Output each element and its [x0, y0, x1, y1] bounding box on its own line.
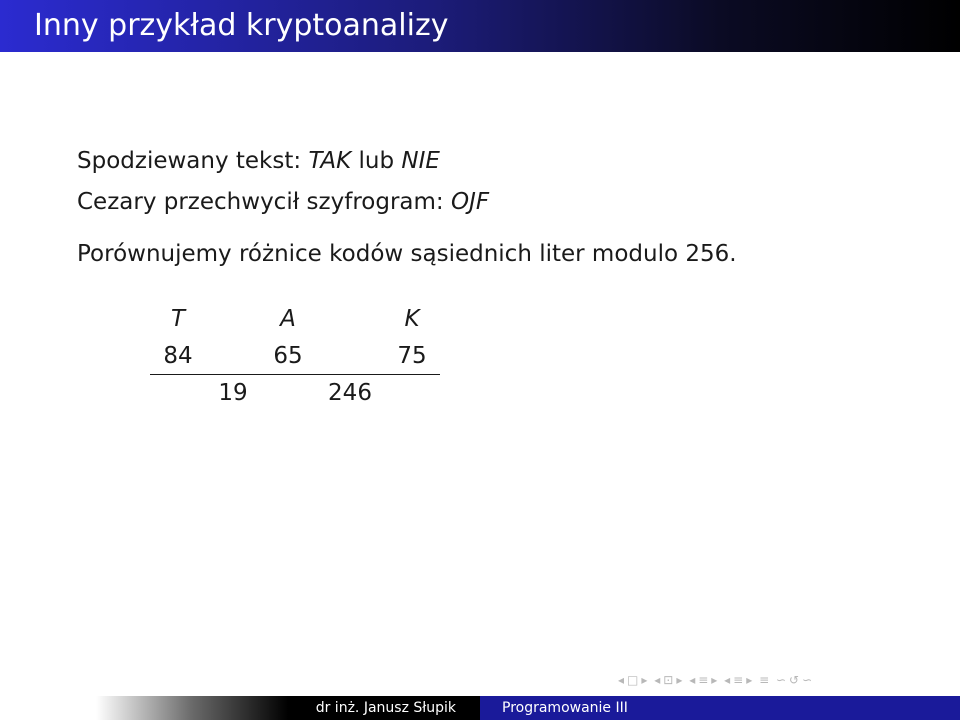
- nav-frame-next-icon[interactable]: ▸: [641, 673, 648, 687]
- footer-author-panel: [0, 696, 480, 720]
- expected-text-line: [77, 146, 440, 176]
- ciphertext-line: [77, 187, 489, 217]
- table-diff-2: 246: [328, 380, 372, 406]
- expected-connector: lub: [351, 148, 402, 174]
- expected-label: Spodziewany tekst:: [77, 148, 309, 174]
- method-line: Porównujemy różnice kodów sąsiednich liter modulo 256.: [77, 241, 737, 267]
- nav-document-prev-icon[interactable]: ◂: [724, 673, 731, 687]
- table-letter-3: K: [404, 306, 420, 332]
- nav-subsection-next-icon[interactable]: ▸: [676, 673, 683, 687]
- table-letter-1: T: [170, 306, 186, 332]
- table-code-3: 75: [397, 343, 427, 369]
- footer-course: Programowanie III: [502, 700, 628, 716]
- table-divider: [150, 374, 440, 375]
- title-bar: [0, 0, 960, 52]
- table-diff-1: 19: [218, 380, 248, 406]
- footer-author: dr inż. Janusz Słupik: [315, 700, 456, 716]
- table-code-1: 84: [163, 343, 193, 369]
- nav-subsection-icon[interactable]: ⊡: [663, 673, 674, 687]
- nav-section-prev-icon[interactable]: ◂: [689, 673, 696, 687]
- nav-section-icon[interactable]: ≡: [698, 673, 709, 687]
- nav-frame-prev-icon[interactable]: ◂: [618, 673, 625, 687]
- nav-document-next-icon[interactable]: ▸: [746, 673, 753, 687]
- nav-frame-icon[interactable]: □: [627, 673, 639, 687]
- ciphertext-label: Cezary przechwycił szyfrogram:: [77, 189, 451, 215]
- nav-back-icon[interactable]: ∽: [775, 673, 787, 687]
- beamer-navigation: [618, 668, 815, 692]
- nav-document-icon[interactable]: ≡: [733, 673, 744, 687]
- nav-search-icon[interactable]: ↺: [789, 673, 800, 687]
- nav-toc-icon[interactable]: ≡: [759, 673, 770, 687]
- ciphertext-word: OJF: [450, 189, 490, 215]
- nav-forward-icon[interactable]: ∽: [802, 673, 813, 687]
- footer: [0, 696, 960, 720]
- nav-subsection-prev-icon[interactable]: ◂: [654, 673, 661, 687]
- slide-title: Inny przykład kryptoanalizy: [34, 8, 449, 43]
- nav-section-next-icon[interactable]: ▸: [711, 673, 718, 687]
- expected-word-2: NIE: [401, 148, 440, 174]
- table-code-2: 65: [273, 343, 303, 369]
- table-letter-2: A: [280, 306, 296, 332]
- footer-course-panel: [480, 696, 960, 720]
- expected-word-1: TAK: [308, 148, 352, 174]
